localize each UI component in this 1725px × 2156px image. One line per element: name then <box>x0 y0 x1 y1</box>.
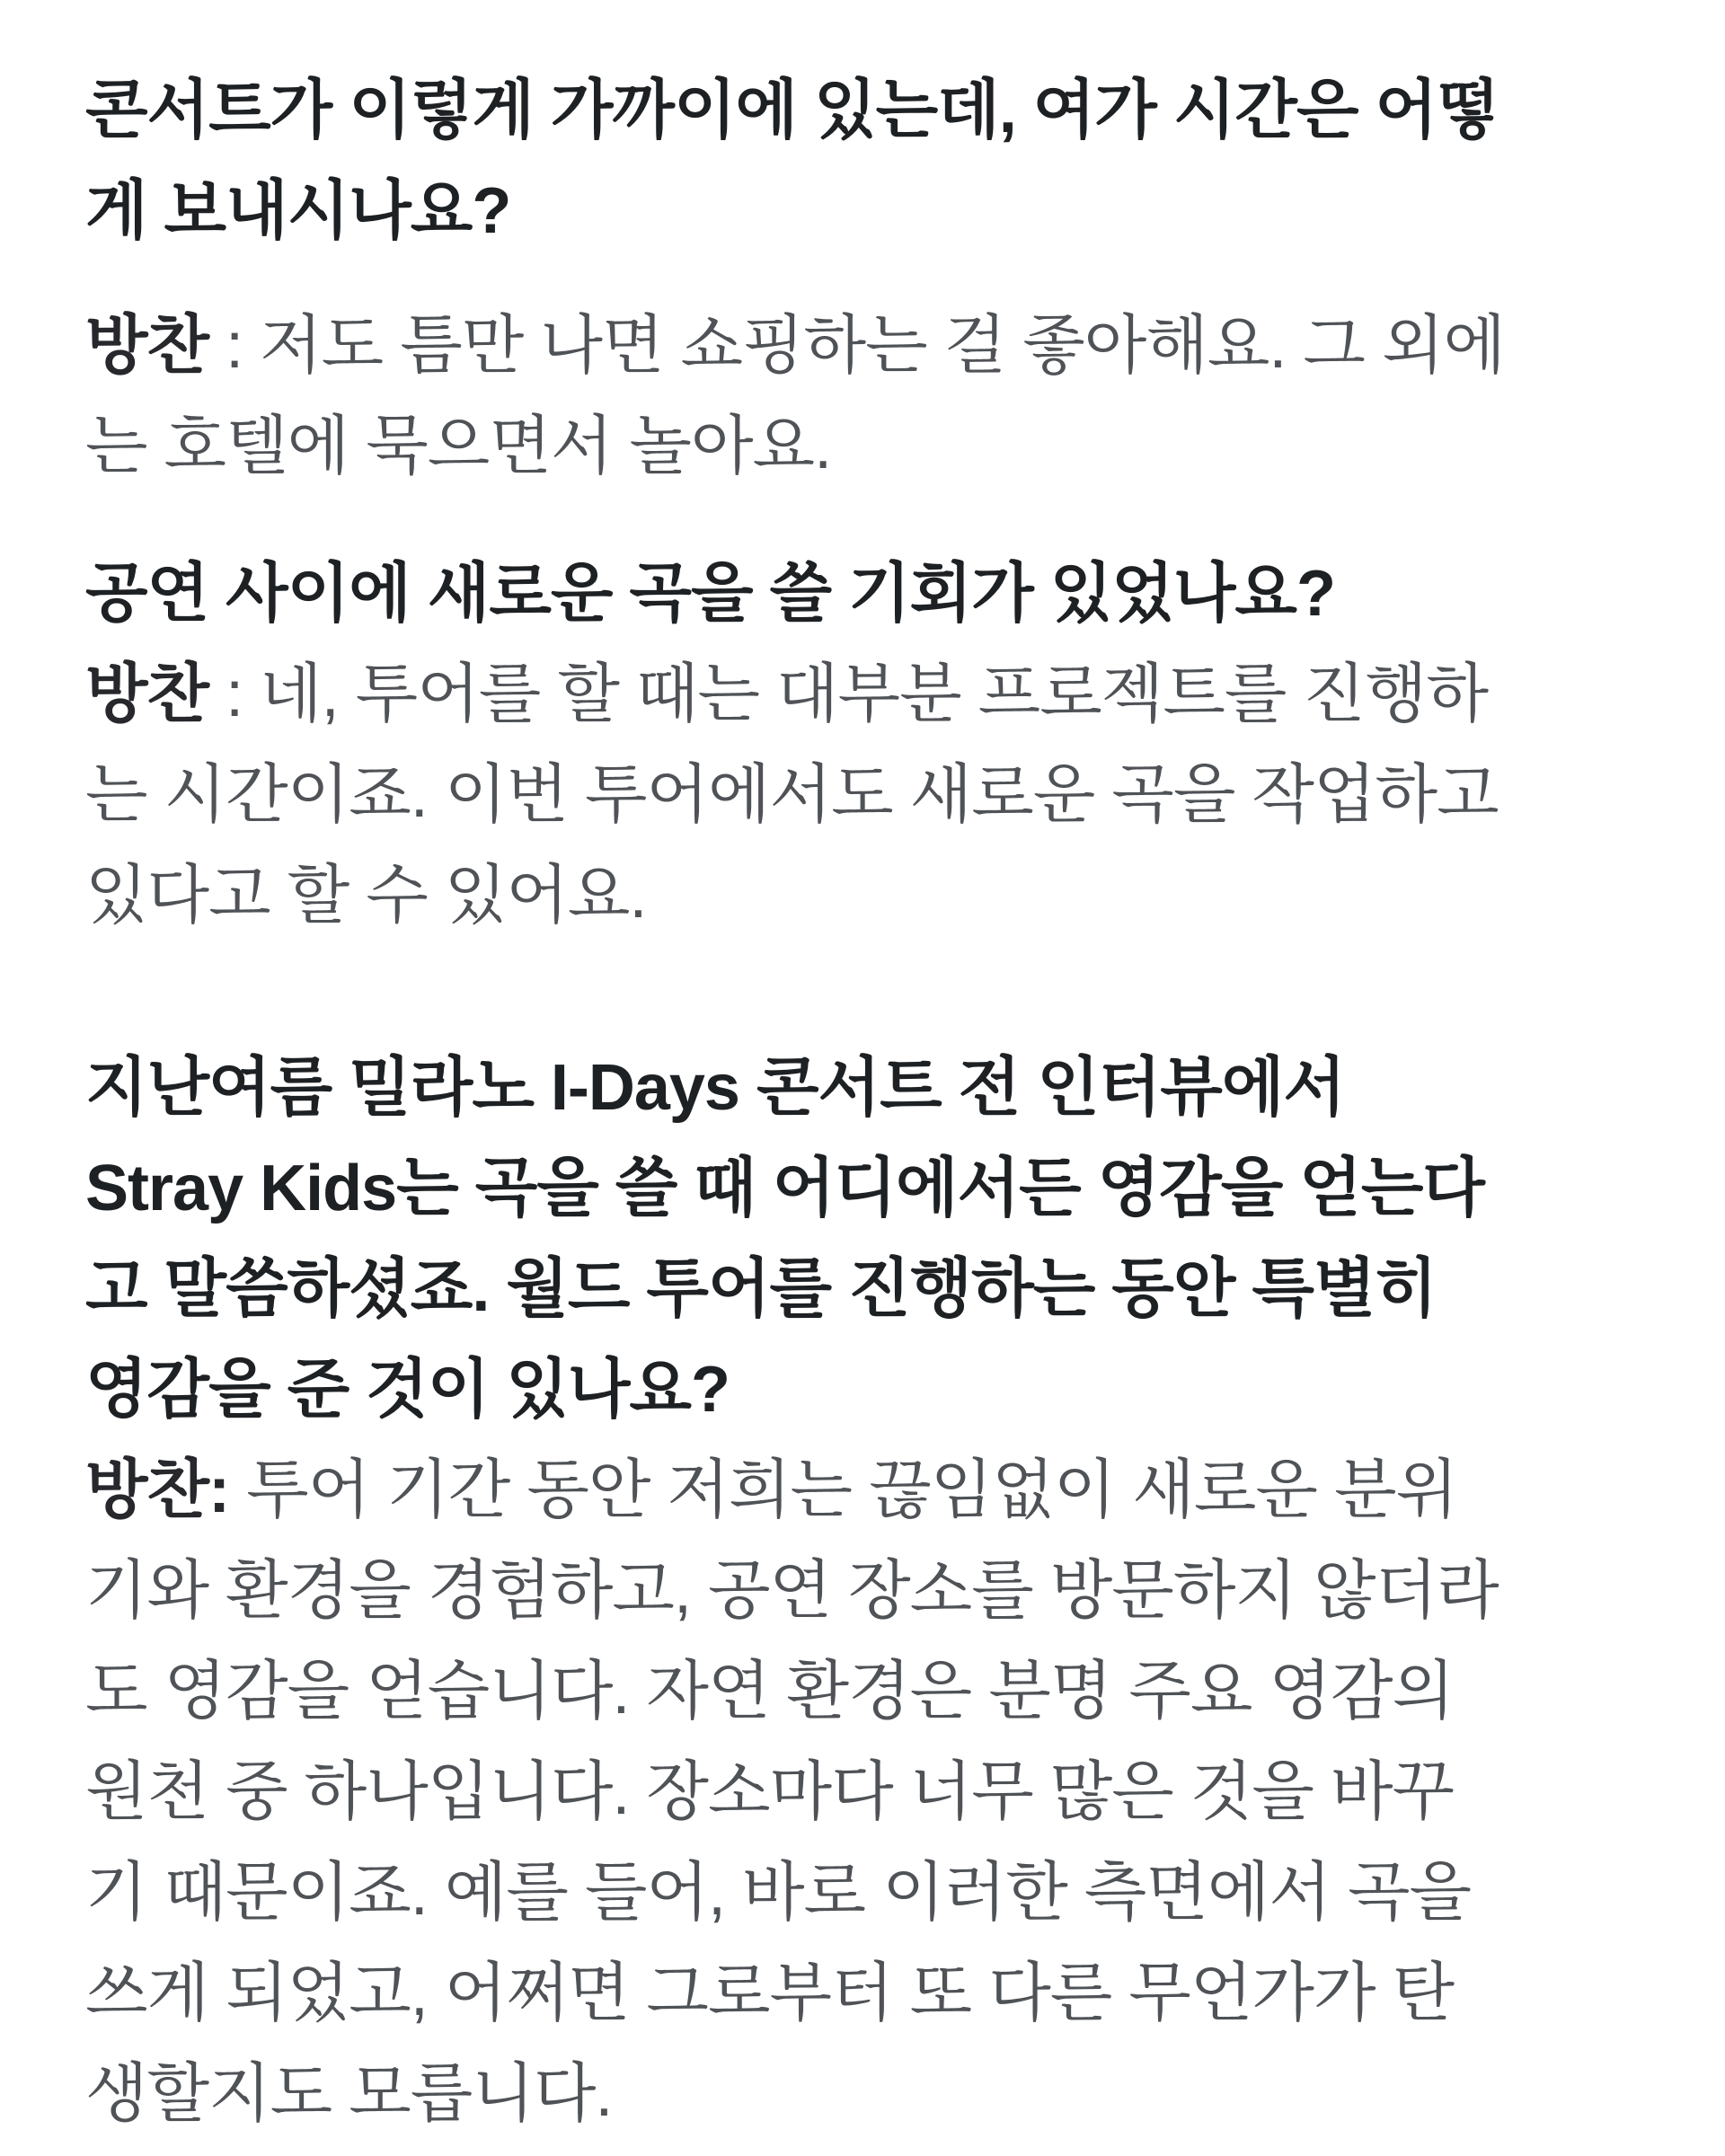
answer-3 <box>85 1440 1662 2144</box>
answer-text: 투어 기간 동안 저희는 끊임없이 새로운 분위 <box>229 1454 1458 1526</box>
question-line: 영감을 준 것이 있나요? <box>85 1354 730 1426</box>
answer-text: : 저도 틈만 나면 쇼핑하는 걸 좋아해요. 그 외에 <box>208 310 1506 382</box>
answer-1 <box>85 296 1662 497</box>
answer-line <box>85 1440 1662 1541</box>
answer-line: 는 호텔에 묵으면서 놀아요. <box>85 411 832 482</box>
answer-line: 생할지도 모릅니다. <box>85 2058 613 2130</box>
question-line: 지난여름 밀라노 I-Days 콘서트 전 인터뷰에서 <box>85 1052 1345 1124</box>
answer-line: 도 영감을 얻습니다. 자연 환경은 분명 주요 영감의 <box>85 1656 1455 1727</box>
speaker-name: 방찬 <box>85 310 209 382</box>
answer-line: 는 시간이죠. 이번 투어에서도 새로운 곡을 작업하고 <box>85 759 1499 831</box>
speaker-name: 방찬 <box>85 658 209 730</box>
answer-line: 쓰게 되었고, 어쩌면 그로부터 또 다른 무언가가 탄 <box>85 1957 1455 2029</box>
answer-text: : 네, 투어를 할 때는 대부분 프로젝트를 진행하 <box>208 658 1489 730</box>
question-2 <box>85 543 1662 644</box>
answer-line: 기 때문이죠. 예를 들어, 바로 이러한 측면에서 곡을 <box>85 1857 1472 1929</box>
speaker-name: 방찬: <box>85 1454 230 1526</box>
answer-2 <box>85 644 1662 946</box>
answer-line <box>85 296 1662 396</box>
question-line: 고 말씀하셨죠. 월드 투어를 진행하는 동안 특별히 <box>85 1253 1438 1325</box>
question-line: 게 보내시나요? <box>85 175 511 247</box>
answer-line <box>85 644 1662 745</box>
question-3 <box>85 1038 1662 1440</box>
question-1 <box>85 60 1662 261</box>
answer-line: 있다고 할 수 있어요. <box>85 860 647 932</box>
answer-line: 원천 중 하나입니다. 장소마다 너무 많은 것을 바꾸 <box>85 1756 1455 1828</box>
question-line: 공연 사이에 새로운 곡을 쓸 기회가 있었나요? <box>85 558 1335 630</box>
question-line: Stray Kids는 곡을 쓸 때 어디에서든 영감을 얻는다 <box>85 1153 1484 1224</box>
answer-line: 기와 환경을 경험하고, 공연 장소를 방문하지 않더라 <box>85 1555 1499 1627</box>
question-line: 콘서트가 이렇게 가까이에 있는데, 여가 시간은 어떻 <box>85 75 1499 146</box>
